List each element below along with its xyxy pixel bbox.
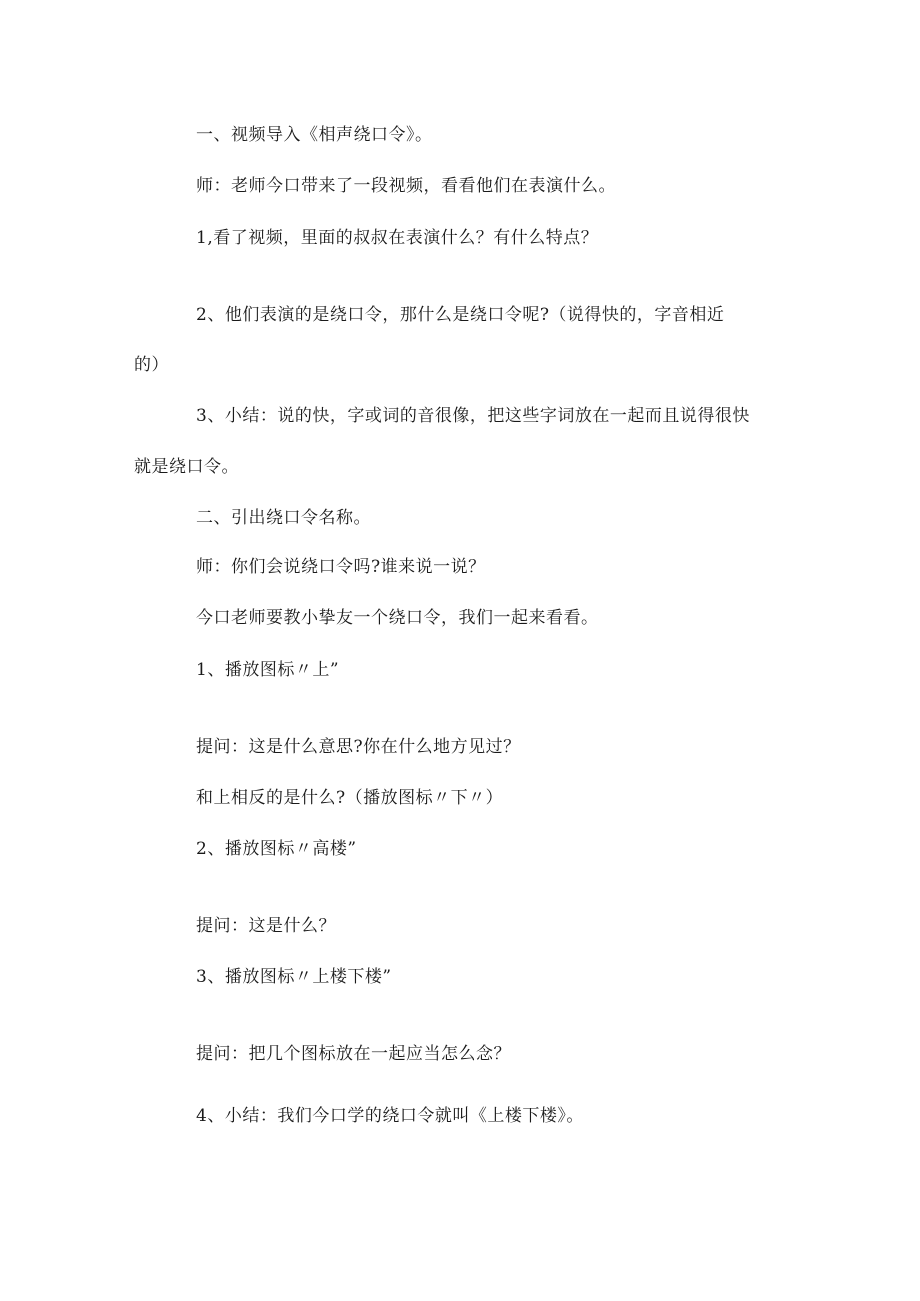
teacher-line-ask: 师：你们会说绕口令吗?谁来说一说？ <box>196 557 486 577</box>
teacher-line-video: 师：老师今口带来了一段视频，看看他们在表演什么。 <box>196 176 616 196</box>
step-1-play-up-icon: 1、播放图标〃上” <box>196 660 340 680</box>
section-heading-video-intro: 一、视频导入《相声绕口令》。 <box>196 125 433 145</box>
summary-3-continued: 就是绕口令。 <box>134 457 239 477</box>
summary-4: 4、小结：我们今口学的绕口令就叫《上楼下楼》。 <box>196 1106 584 1126</box>
question-meaning: 提问：这是什么意思?你在什么地方见过？ <box>196 737 521 757</box>
question-2: 2、他们表演的是绕口令，那什么是绕口令呢?（说得快的，字音相近 <box>196 305 725 325</box>
summary-3: 3、小结：说的快，字或词的音很像，把这些字词放在一起而且说得很快 <box>196 406 750 426</box>
question-1: 1,看了视频，里面的叔叔在表演什么？有什么特点？ <box>196 228 599 248</box>
step-3-play-up-down-icon: 3、播放图标〃上楼下楼” <box>196 967 392 987</box>
question-opposite: 和上相反的是什么?（播放图标〃下〃） <box>196 788 504 808</box>
section-heading-tongue-twister-name: 二、引出绕口令名称。 <box>196 508 371 528</box>
teacher-line-teach: 今口老师要教小挚友一个绕口令，我们一起来看看。 <box>196 608 599 628</box>
question-what-is-this: 提问：这是什么？ <box>196 916 336 936</box>
question-2-continued: 的） <box>134 355 169 375</box>
question-how-to-read: 提问：把几个图标放在一起应当怎么念？ <box>196 1044 511 1064</box>
step-2-play-building-icon: 2、播放图标〃高楼” <box>196 839 357 859</box>
